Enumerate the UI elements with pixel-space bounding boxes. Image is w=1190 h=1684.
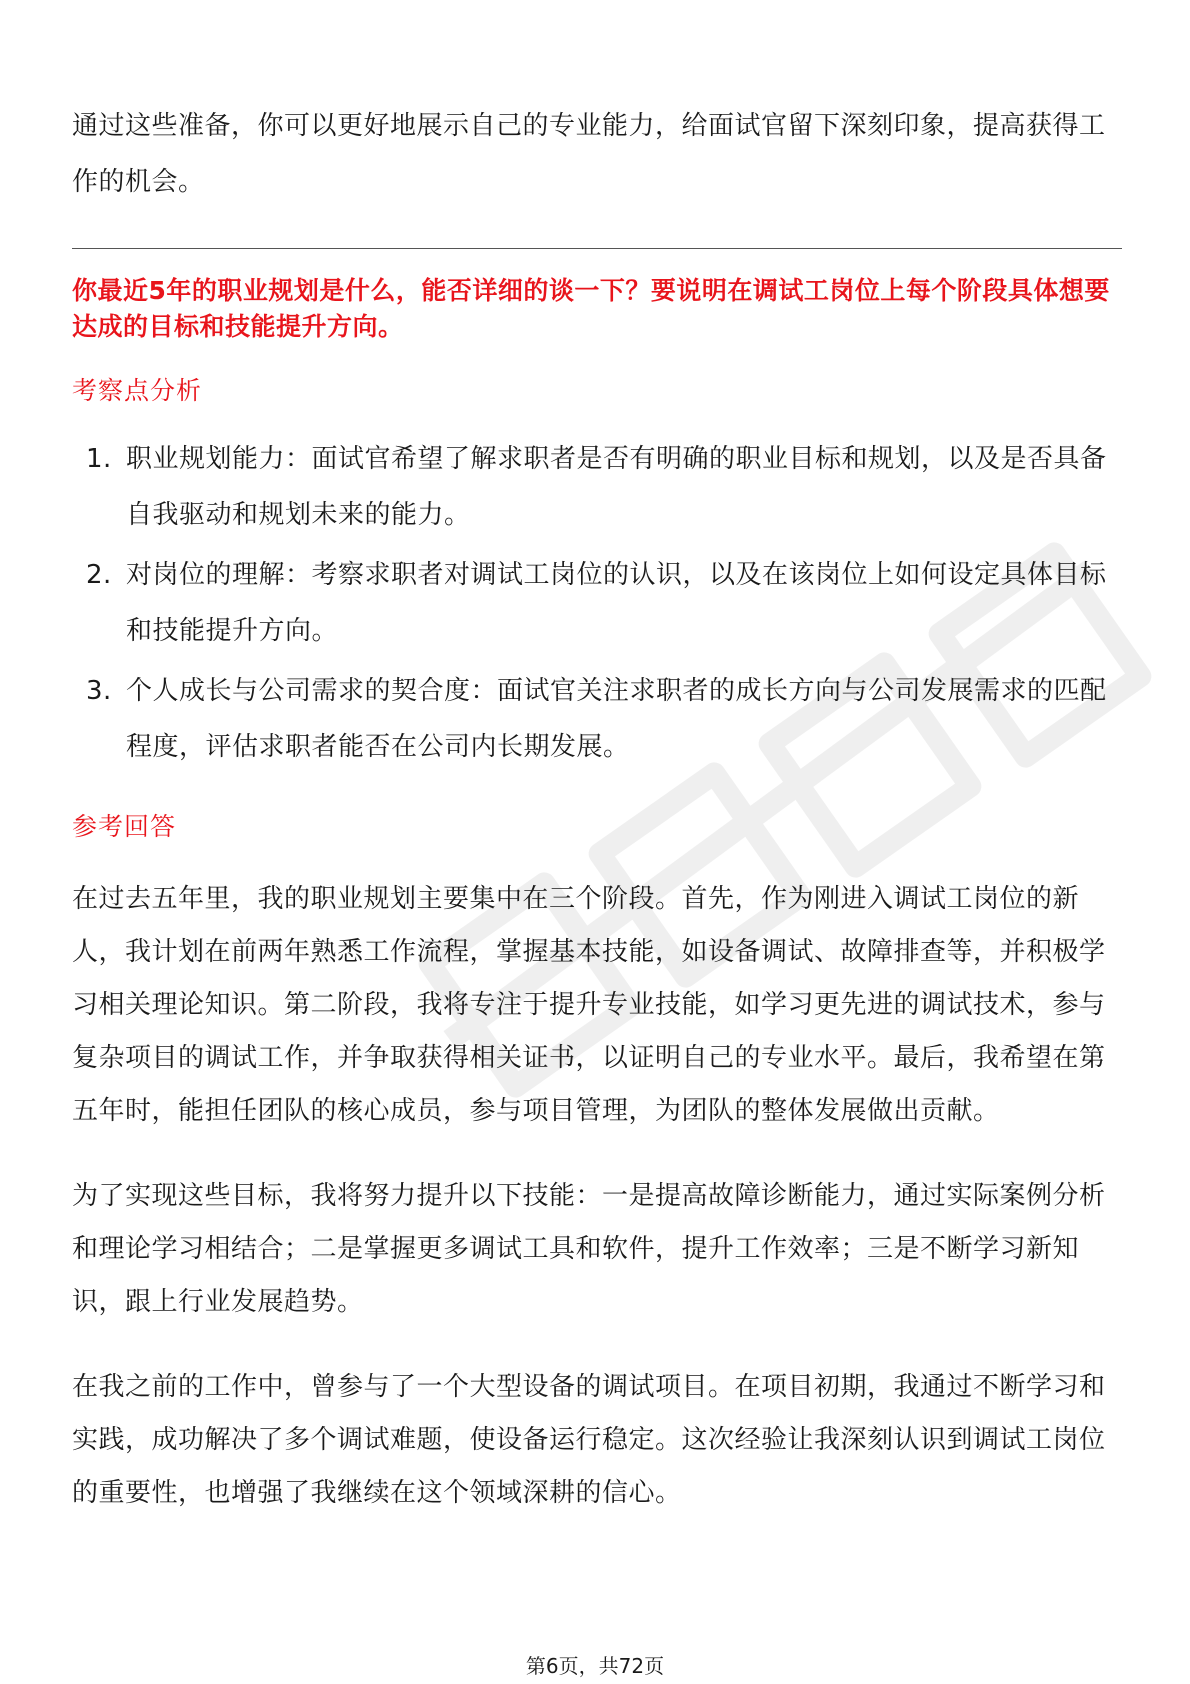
page-number-footer: 第6页，共72页 bbox=[525, 1654, 665, 1678]
list-item-number: 2. bbox=[86, 560, 112, 590]
intro-paragraph: 通过这些准备，你可以更好地展示自己的专业能力，给面试官留下深刻印象，提高获得工作的机会。 bbox=[72, 111, 1106, 197]
answer-paragraph: 在过去五年里，我的职业规划主要集中在三个阶段。首先，作为刚进入调试工岗位的新人，我计划在前两年熟悉工作流程，掌握基本技能，如设备调试、故障排查等，并积极学习相关理论知识。第二阶段，我将专注于提升专业技能，如学习更先进的调试技术，参与复杂项目的调试工作，并争取获得相关证书，以证明自己的专业水平。最后，我希望在第五年时，能担任团队的核心成员，参与项目管理，为团队的整体发展做出贡献。 bbox=[72, 884, 1106, 1126]
list-item bbox=[72, 547, 1122, 659]
answer-paragraph: 在我之前的工作中，曾参与了一个大型设备的调试项目。在项目初期，我通过不断学习和实践，成功解决了多个调试难题，使设备运行稳定。这次经验让我深刻认识到调试工岗位的重要性，也增强了我继续在这个领域深耕的信心。 bbox=[72, 1372, 1106, 1508]
interview-question: 你最近5年的职业规划是什么，能否详细的谈一下？要说明在调试工岗位上每个阶段具体想要达成的目标和技能提升方向。 bbox=[72, 276, 1110, 341]
analysis-heading: 考察点分析 bbox=[72, 376, 203, 405]
list-item-text: 职业规划能力：面试官希望了解求职者是否有明确的职业目标和规划，以及是否具备自我驱动和规划未来的能力。 bbox=[126, 444, 1107, 530]
list-item-text: 个人成长与公司需求的契合度：面试官关注求职者的成长方向与公司发展需求的匹配程度，评估求职者能否在公司内长期发展。 bbox=[126, 676, 1107, 762]
answer-heading: 参考回答 bbox=[72, 812, 177, 841]
section-divider bbox=[72, 248, 1122, 249]
main-content bbox=[72, 98, 1122, 1552]
list-item-text: 对岗位的理解：考察求职者对调试工岗位的认识，以及在该岗位上如何设定具体目标和技能提升方向。 bbox=[126, 560, 1107, 646]
list-item-number: 1. bbox=[86, 444, 112, 474]
analysis-points-list bbox=[72, 431, 1122, 775]
list-item-number: 3. bbox=[86, 676, 112, 706]
answer-paragraph: 为了实现这些目标，我将努力提升以下技能：一是提高故障诊断能力，通过实际案例分析和理论学习相结合；二是掌握更多调试工具和软件，提升工作效率；三是不断学习新知识，跟上行业发展趋势。 bbox=[72, 1181, 1106, 1317]
list-item bbox=[72, 431, 1122, 543]
list-item bbox=[72, 663, 1122, 775]
